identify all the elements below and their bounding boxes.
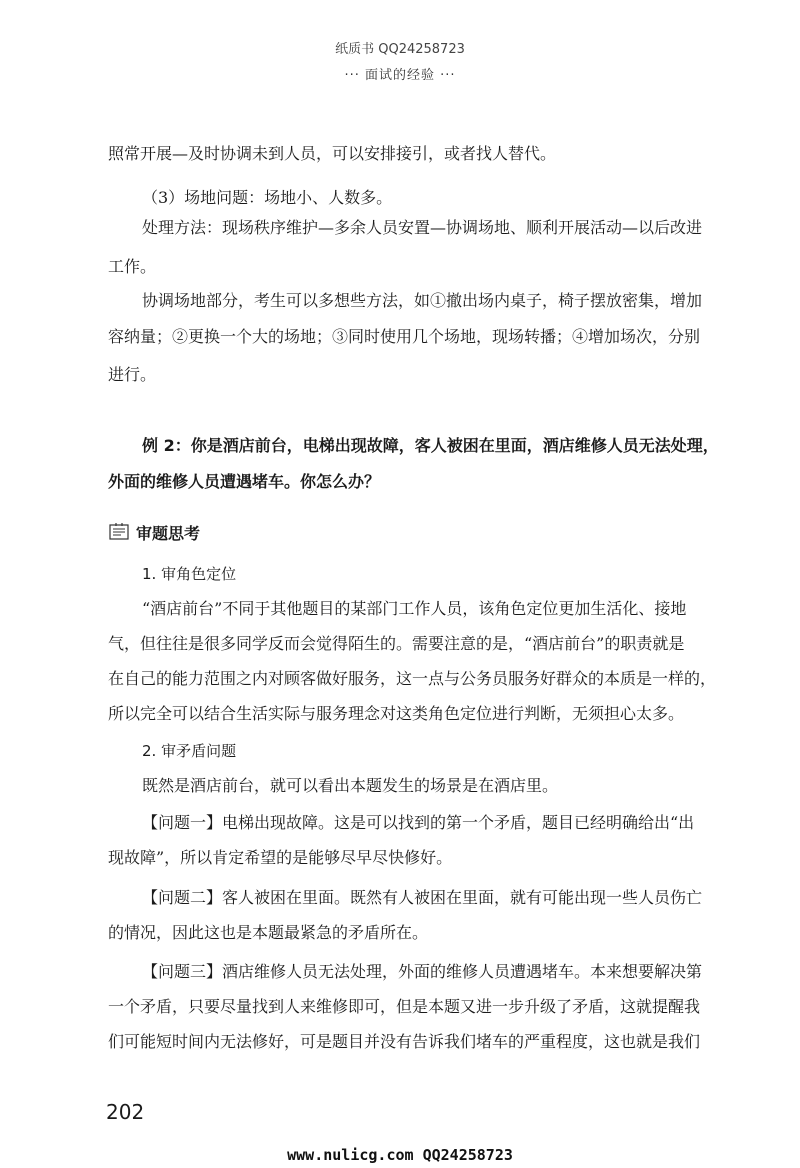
body-line: 进行。: [108, 365, 157, 384]
body-line: 工作。: [108, 257, 157, 276]
notepad-icon: [108, 521, 130, 541]
body-line: 【问题三】酒店维修人员无法处理，外面的维修人员遭遇堵车。本来想要解决第: [142, 962, 703, 981]
body-line: 容纳量；②更换一个大的场地；③同时使用几个场地，现场转播；④增加场次，分别: [108, 327, 701, 346]
page-number: 202: [106, 1100, 145, 1124]
body-line: 协调场地部分，考生可以多想些方法，如①撤出场内桌子，椅子摆放密集，增加: [142, 291, 703, 310]
body-line: 的情况，因此这也是本题最紧急的矛盾所在。: [108, 923, 429, 942]
body-line: 照常开展—及时协调未到人员，可以安排接引，或者找人替代。: [108, 144, 557, 163]
body-line: 气，但往往是很多同学反而会觉得陌生的。需要注意的是，“酒店前台”的职责就是: [108, 634, 685, 653]
body-line: 们可能短时间内无法修好，可是题目并没有告诉我们堵车的严重程度，这也就是我们: [108, 1032, 701, 1051]
body-line: 一个矛盾，只要尽量找到人来维修即可，但是本题又进一步升级了矛盾，这就提醒我: [108, 997, 701, 1016]
body-line: 【问题二】客人被困在里面。既然有人被困在里面，就有可能出现一些人员伤亡: [142, 888, 703, 907]
section-title: 审题思考: [136, 524, 201, 543]
example-question-line: 外面的维修人员遭遇堵车。你怎么办？: [108, 472, 381, 491]
body-line: “酒店前台”不同于其他题目的某部门工作人员，该角色定位更加生活化、接地: [142, 599, 687, 618]
body-line: 处理方法：现场秩序维护—多余人员安置—协调场地、顺利开展活动—以后改进: [142, 218, 703, 237]
example-question-line: 例 2：你是酒店前台，电梯出现故障，客人被困在里面，酒店维修人员无法处理，: [142, 436, 719, 455]
body-line: 现故障”，所以肯定希望的是能够尽早尽快修好。: [108, 848, 453, 867]
body-line: 在自己的能力范围之内对顾客做好服务，这一点与公务员服务好群众的本质是一样的，: [108, 669, 717, 688]
body-line: 【问题一】电梯出现故障。这是可以找到的第一个矛盾，题目已经明确给出“出: [142, 813, 695, 832]
header-watermark: 纸质书 QQ24258723: [335, 42, 465, 57]
body-line: （3）场地问题：场地小、人数多。: [142, 188, 393, 207]
running-header: ··· 面试的经验 ···: [344, 68, 456, 83]
subheading: 2. 审矛盾问题: [142, 742, 237, 760]
body-line: 既然是酒店前台，就可以看出本题发生的场景是在酒店里。: [142, 776, 559, 795]
footer-watermark: www.nulicg.com QQ24258723: [287, 1146, 513, 1164]
body-line: 所以完全可以结合生活实际与服务理念对这类角色定位进行判断，无须担心太多。: [108, 704, 685, 723]
subheading: 1. 审角色定位: [142, 565, 237, 583]
